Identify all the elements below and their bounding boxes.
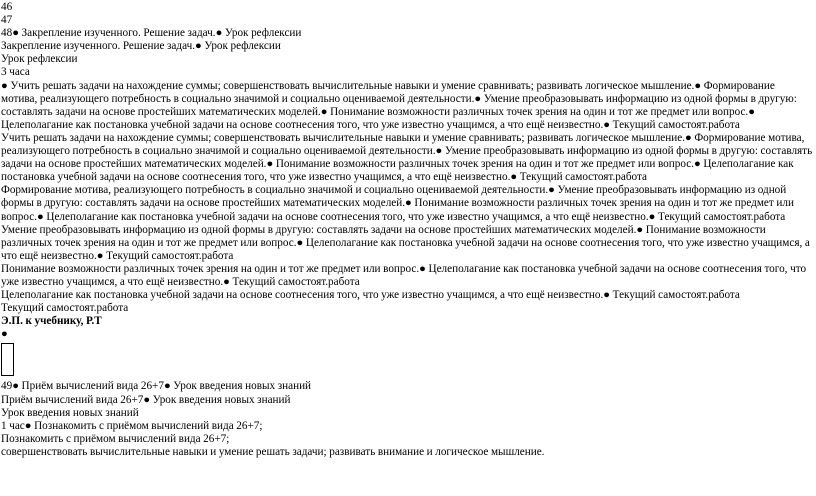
lesson-49-hours-goals: 1 час● Познакомить с приёмом вычислений вида 26+7; (1, 419, 263, 432)
lesson-48-row: 48● Закрепление изученного. Решение задач.● Урок рефлексии (1, 27, 302, 40)
empty-cell-box (1, 343, 14, 376)
lesson-49-goals: Познакомить с приёмом вычислений вида 26+7; (1, 432, 230, 445)
lesson-49-goals-continued: совершенствовать вычислительные навыки и умение решать задачи; развивать внимание и логическое мышление. (1, 445, 545, 458)
document-body (1, 1, 813, 459)
lesson-49-type: Урок введения новых знаний (1, 406, 139, 419)
bullet-marker: ● (1, 328, 8, 341)
lesson-48-cognitive-results: Умение преобразовывать информацию из одной формы в другую: составлять задачи на основе простейших математических моделей.● Понимание возможности различных точек зрения на один и тот же предмет или вопрос.● Целеполагание как постановка учебной задачи на основе соотнесения того, что уже известно учащимся, а что ещё неизвестно.● Текущий самостоят.работа (1, 223, 810, 262)
lesson-48-type: Урок рефлексии (1, 53, 78, 66)
lesson-48-goals-full: ● Учить решать задачи на нахождение суммы; совершенствовать вычислительные навыки и умение сравнивать; развивать логическое мышление.● Формирование мотива, реализующего потребность в социально значимой и социально оцениваемой деятельности.● Умение преобразовывать информацию из одной формы в другую: составлять задачи на основе простейших математических моделей.● Понимание возможности различных точек зрения на один и тот же предмет или вопрос.● Целеполагание как постановка учебной задачи на основе соотнесения того, что уже известно учащимся, а что ещё неизвестно.● Текущий самостоят.работа (1, 79, 797, 131)
lesson-48-control: Текущий самостоят.работа (1, 302, 129, 315)
row-number-47: 47 (1, 14, 13, 27)
lesson-48-communicative-results: Понимание возможности различных точек зрения на один и тот же предмет или вопрос.● Целеполагание как постановка учебной задачи на основе соотнесения того, что уже известно учащимся, а что ещё неизвестно.● Текущий самостоят.работа (1, 262, 807, 288)
lesson-48-regulative-results: Целеполагание как постановка учебной задачи на основе соотнесения того, что уже известно учащимся, а что ещё неизвестно.● Текущий самостоят.работа (1, 289, 740, 302)
lesson-49-topic: Приём вычислений вида 26+7● Урок введения новых знаний (1, 393, 291, 406)
lesson-48-goals: Учить решать задачи на нахождение суммы; совершенствовать вычислительные навыки и умение сравнивать; развивать логическое мышление.● Формирование мотива, реализующего потребность в социально значимой и социально оцениваемой деятельности.● Умение преобразовывать информацию из одной формы в другую: составлять задачи на основе простейших математических моделей.● Понимание возможности различных точек зрения на один и тот же предмет или вопрос.● Целеполагание как постановка учебной задачи на основе соотнесения того, что уже известно учащимся, а что ещё неизвестно.● Текущий самостоят.работа (1, 131, 813, 184)
lesson-48-personal-results: Формирование мотива, реализующего потребность в социально значимой и социально оцениваемой деятельности.● Умение преобразовывать информацию из одной формы в другую: составлять задачи на основе простейших математических моделей.● Понимание возможности различных точек зрения на один и тот же предмет или вопрос.● Целеполагание как постановка учебной задачи на основе соотнесения того, что уже известно учащимся, а что ещё неизвестно.● Текущий самостоят.работа (1, 184, 794, 223)
lesson-48-hours: 3 часа (1, 66, 30, 79)
lesson-48-resources: Э.П. к учебнику, Р.Т (1, 315, 102, 328)
lesson-48-topic: Закрепление изученного. Решение задач.● Урок рефлексии (1, 40, 281, 53)
lesson-49-row: 49● Приём вычислений вида 26+7● Урок введения новых знаний (1, 380, 312, 393)
row-number-46: 46 (1, 1, 13, 13)
